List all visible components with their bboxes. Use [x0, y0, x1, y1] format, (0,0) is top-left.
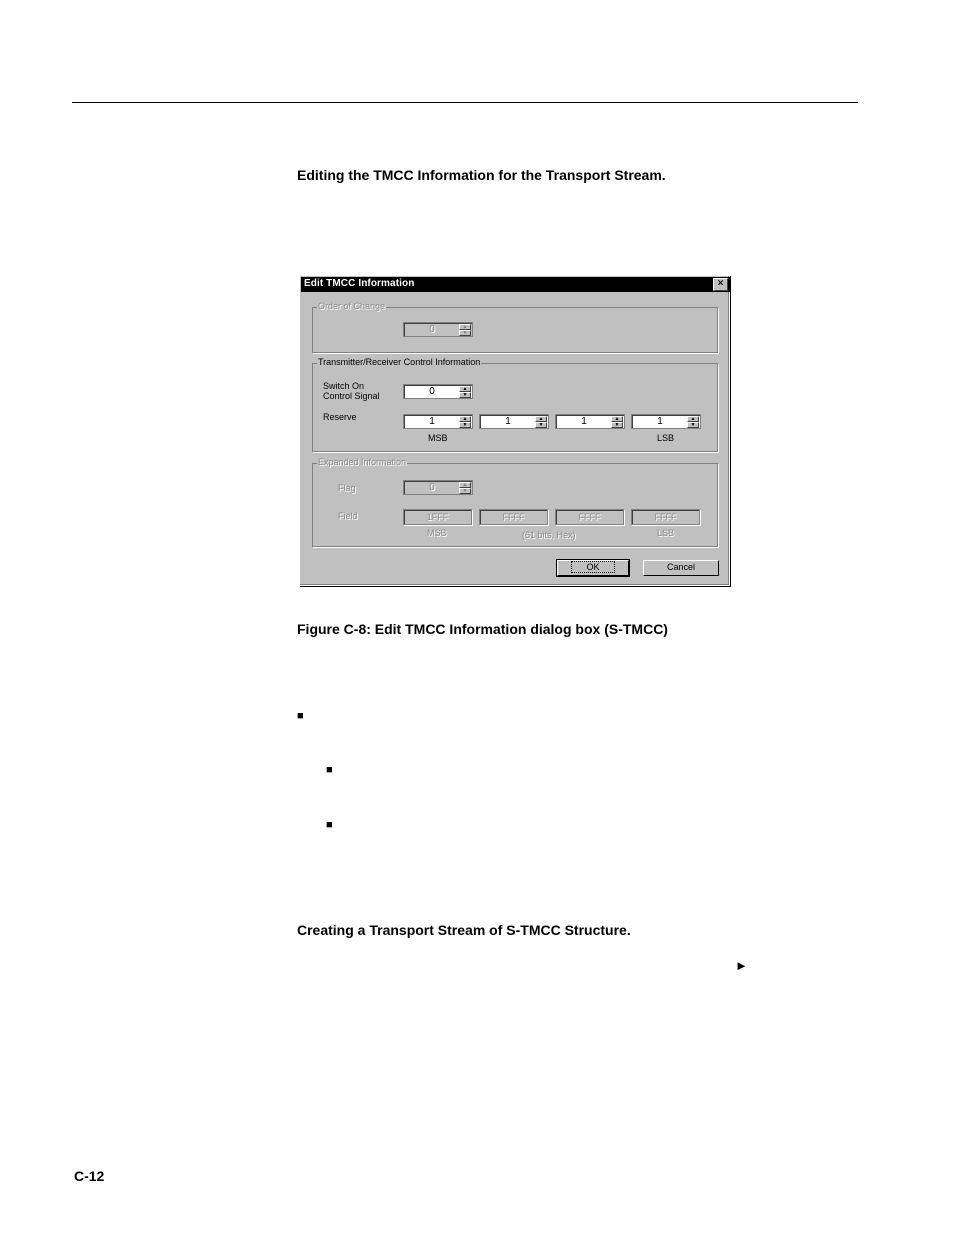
- edit-tmcc-dialog: [299, 275, 730, 586]
- order-of-change-value: 0: [429, 324, 435, 335]
- cancel-button[interactable]: Cancel: [643, 560, 719, 576]
- field-bits-label: (61 bits, Hex): [522, 530, 576, 540]
- reserve-lsb-label: LSB: [657, 433, 675, 443]
- next-section-heading: Creating a Transport Stream of S-TMCC Structure.: [297, 922, 631, 938]
- switch-on-label-line1: Switch On: [323, 381, 365, 391]
- ok-button[interactable]: [557, 560, 629, 576]
- switch-on-spinner[interactable]: [403, 384, 473, 399]
- reserve-spinner-2[interactable]: [479, 414, 549, 429]
- dialog-title: Edit TMCC Information: [304, 278, 415, 289]
- order-of-change-group: [312, 307, 718, 353]
- field-msb-label: MSB: [427, 528, 447, 538]
- bullet-marker: ■: [326, 764, 333, 776]
- switch-on-label-line2: Control Signal: [323, 391, 380, 401]
- field-value-3: FFFF: [578, 512, 601, 522]
- switch-on-value: 0: [429, 386, 435, 397]
- reserve-spinner-3[interactable]: [555, 414, 625, 429]
- flag-label: Flag: [338, 483, 356, 493]
- section-heading: Editing the TMCC Information for the Transport Stream.: [297, 167, 666, 183]
- reserve-value-1: 1: [429, 416, 435, 427]
- flag-value: 0: [429, 482, 435, 493]
- field-input-1: [403, 509, 472, 525]
- field-value-1: 1FFF: [426, 512, 449, 522]
- field-value-4: FFFF: [654, 512, 677, 522]
- flag-spinner: [403, 480, 473, 495]
- field-label: Field: [338, 511, 358, 521]
- expanded-info-legend: Expanded Information: [318, 457, 407, 467]
- spinner-arrows-icon[interactable]: ▲ ▼: [535, 416, 547, 427]
- spinner-arrows-icon: ▲ ▼: [459, 324, 471, 335]
- spinner-arrows-icon[interactable]: ▲ ▼: [459, 416, 471, 427]
- reserve-value-2: 1: [505, 416, 511, 427]
- reserve-msb-label: MSB: [428, 433, 448, 443]
- ok-button-label: OK: [572, 562, 613, 572]
- field-input-2: [479, 509, 548, 525]
- reserve-spinner-1[interactable]: [403, 414, 473, 429]
- order-of-change-legend: Order of Change: [318, 301, 386, 311]
- bullet-marker: ■: [297, 710, 304, 722]
- order-of-change-spinner: [403, 322, 473, 337]
- reserve-value-3: 1: [581, 416, 587, 427]
- page-number: C-12: [74, 1168, 105, 1184]
- bullet-marker: ■: [326, 819, 333, 831]
- field-input-4: [631, 509, 700, 525]
- header-rule: [72, 102, 858, 103]
- dialog-title-bar: [301, 277, 730, 292]
- spinner-arrows-icon: ▲ ▼: [459, 482, 471, 493]
- reserve-label: Reserve: [323, 412, 357, 422]
- arrow-marker-icon: ►: [735, 958, 748, 973]
- close-icon[interactable]: ×: [713, 278, 728, 291]
- spinner-arrows-icon[interactable]: ▲ ▼: [611, 416, 623, 427]
- reserve-value-4: 1: [657, 416, 663, 427]
- field-input-3: [555, 509, 624, 525]
- field-value-2: FFFF: [502, 512, 525, 522]
- reserve-spinner-4[interactable]: [631, 414, 701, 429]
- spinner-arrows-icon[interactable]: ▲ ▼: [459, 386, 471, 397]
- spinner-arrows-icon[interactable]: ▲ ▼: [687, 416, 699, 427]
- tx-rx-control-legend: Transmitter/Receiver Control Information: [318, 357, 481, 367]
- figure-caption: Figure C-8: Edit TMCC Information dialog box (S-TMCC): [297, 621, 668, 637]
- field-lsb-label: LSB: [657, 528, 675, 538]
